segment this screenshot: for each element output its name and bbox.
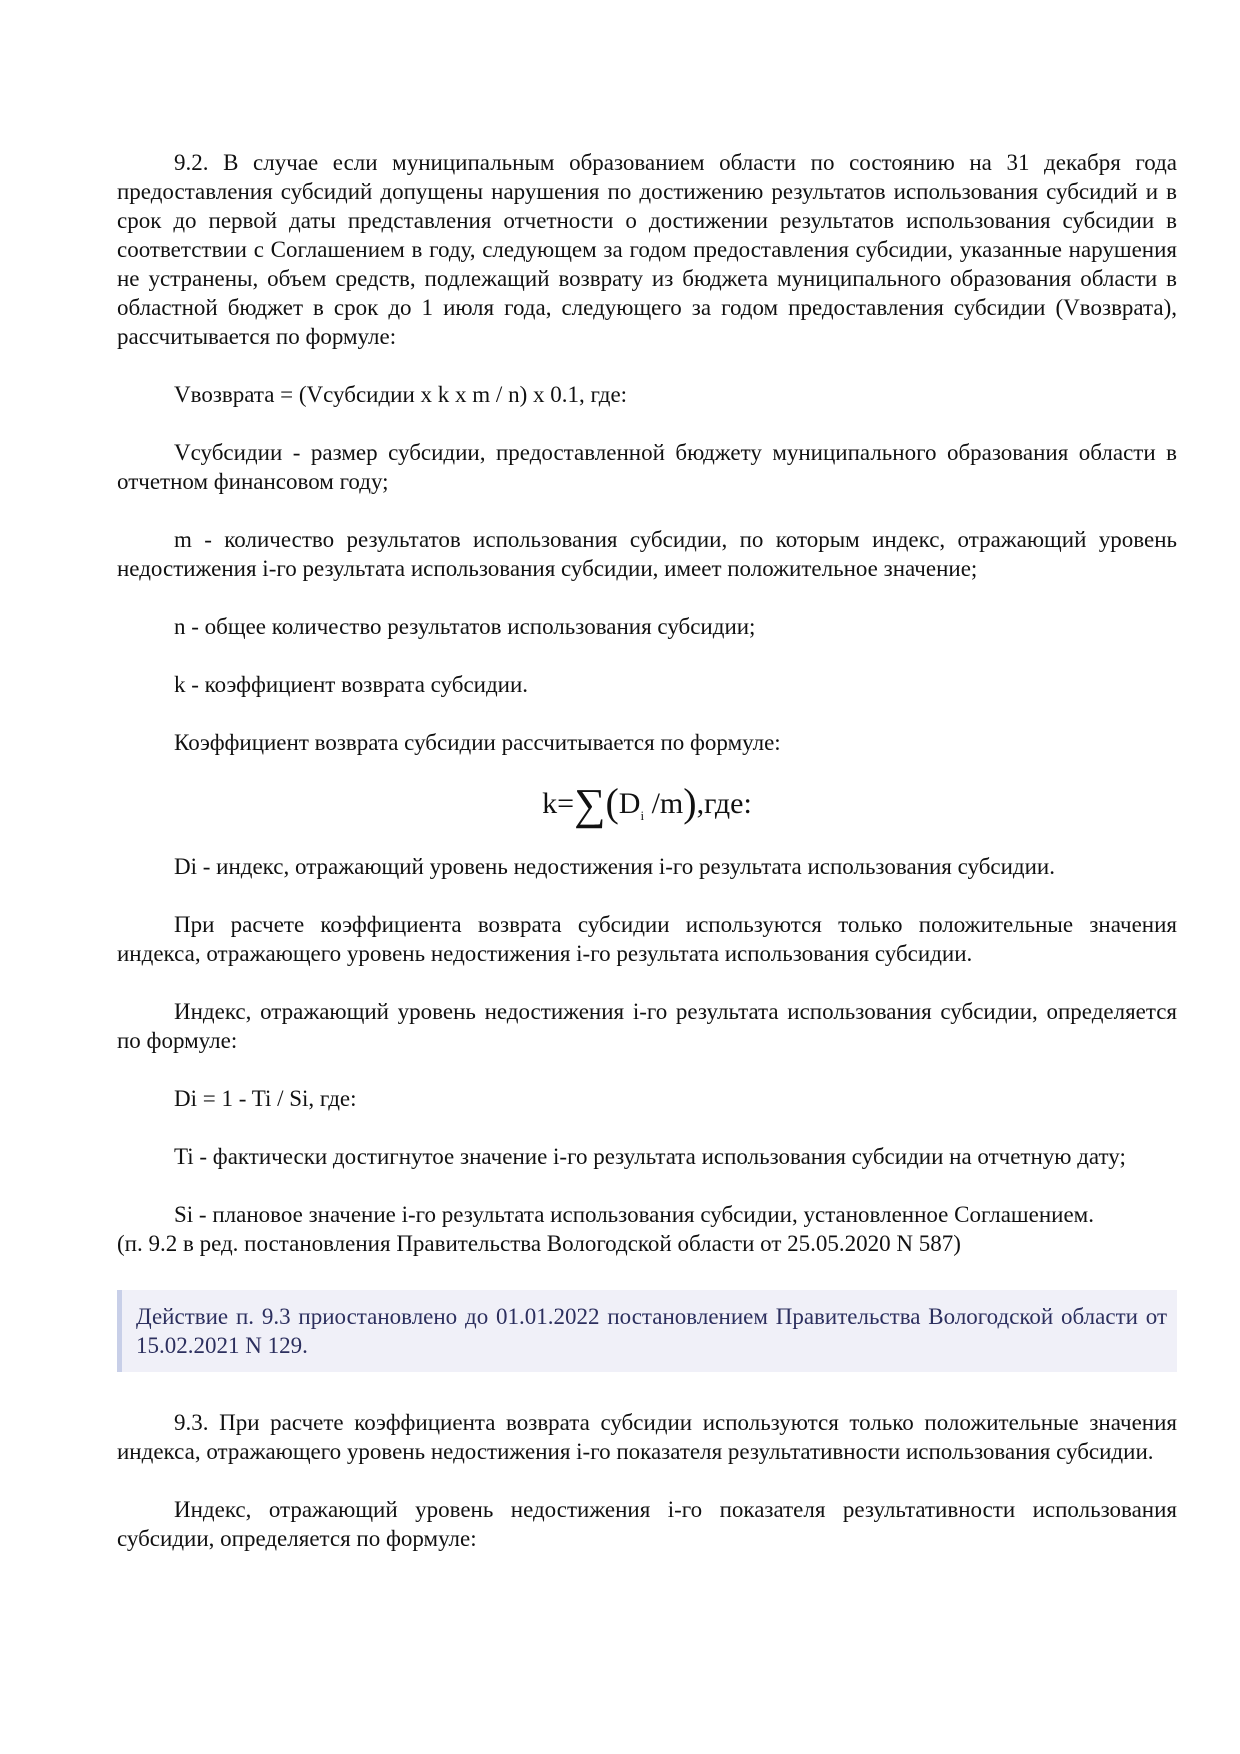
definition-n: n - общее количество результатов использования субсидии; [174, 614, 756, 639]
paragraph-9-3-index: Индекс, отражающий уровень недостижения i-го показателя результативности использования субсидии, определяется по формуле: [117, 1497, 1177, 1551]
suspension-notice [117, 1290, 1177, 1372]
formula-k-tail: ,где: [696, 787, 752, 820]
close-paren: ) [683, 780, 697, 825]
formula-k-sub: i [640, 808, 645, 823]
open-paren: ( [605, 780, 619, 825]
formula-v-return: Vвозврата = (Vсубсидии x k x m / n) x 0.1, где: [174, 382, 628, 407]
suspension-notice-text: Действие п. 9.3 приостановлено до 01.01.2022 постановлением Правительства Вологодской области от 15.02.2021 N 129. [136, 1304, 1167, 1358]
definition-k: k - коэффициент возврата субсидии. [174, 672, 529, 697]
sigma-symbol: ∑ [574, 780, 606, 829]
definition-si: Si - плановое значение i-го результата использования субсидии, установленное Соглашением. [174, 1202, 1094, 1227]
document-page [117, 148, 1177, 1553]
di-formula-intro: Индекс, отражающий уровень недостижения i-го результата использования субсидии, определяется по формуле: [117, 999, 1177, 1053]
paragraph-9-2: 9.2. В случае если муниципальным образованием области по состоянию на 31 декабря года предоставления субсидий допущены нарушения по достижению результатов использования субсидий и в срок до первой даты представления отчетности о достижении результатов использования субсидии в соответствии с Соглашением в году, следующем за годом предоставления субсидии, указанные нарушения не устранены, объем средств, подлежащий возврату из бюджета муниципального образования области в областной бюджет в срок до 1 июля года, следующего за годом предоставления субсидии (Vвозврата), рассчитывается по формуле: [117, 150, 1177, 349]
definition-di: Di - индекс, отражающий уровень недостижения i-го результата использования субсидии. [174, 854, 1055, 879]
definition-v-subsidy: Vсубсидии - размер субсидии, предоставленной бюджету муниципального образования области в отчетном финансовом году; [117, 440, 1177, 494]
formula-k [117, 780, 1177, 836]
paragraph-9-3: 9.3. При расчете коэффициента возврата субсидии используются только положительные значения индекса, отражающего уровень недостижения i-го показателя результативности использования субсидии. [117, 1410, 1177, 1464]
definition-m: m - количество результатов использования субсидии, по которым индекс, отражающий уровень недостижения i-го результата использования субсидии, имеет положительное значение; [117, 527, 1177, 581]
formula-k-d: D [618, 787, 641, 820]
formula-k-rest: /m [644, 787, 684, 820]
formula-k-lhs: k= [542, 787, 575, 820]
positive-values-note: При расчете коэффициента возврата субсидии используются только положительные значения индекса, отражающего уровень недостижения i-го результата использования субсидии. [117, 912, 1177, 966]
k-formula-intro: Коэффициент возврата субсидии рассчитывается по формуле: [174, 730, 781, 755]
formula-di: Di = 1 - Ti / Si, где: [174, 1086, 357, 1111]
definition-ti: Ti - фактически достигнутое значение i-го результата использования субсидии на отчетную дату; [174, 1144, 1126, 1169]
amendment-note-9-2: (п. 9.2 в ред. постановления Правительства Вологодской области от 25.05.2020 N 587) [117, 1231, 961, 1256]
